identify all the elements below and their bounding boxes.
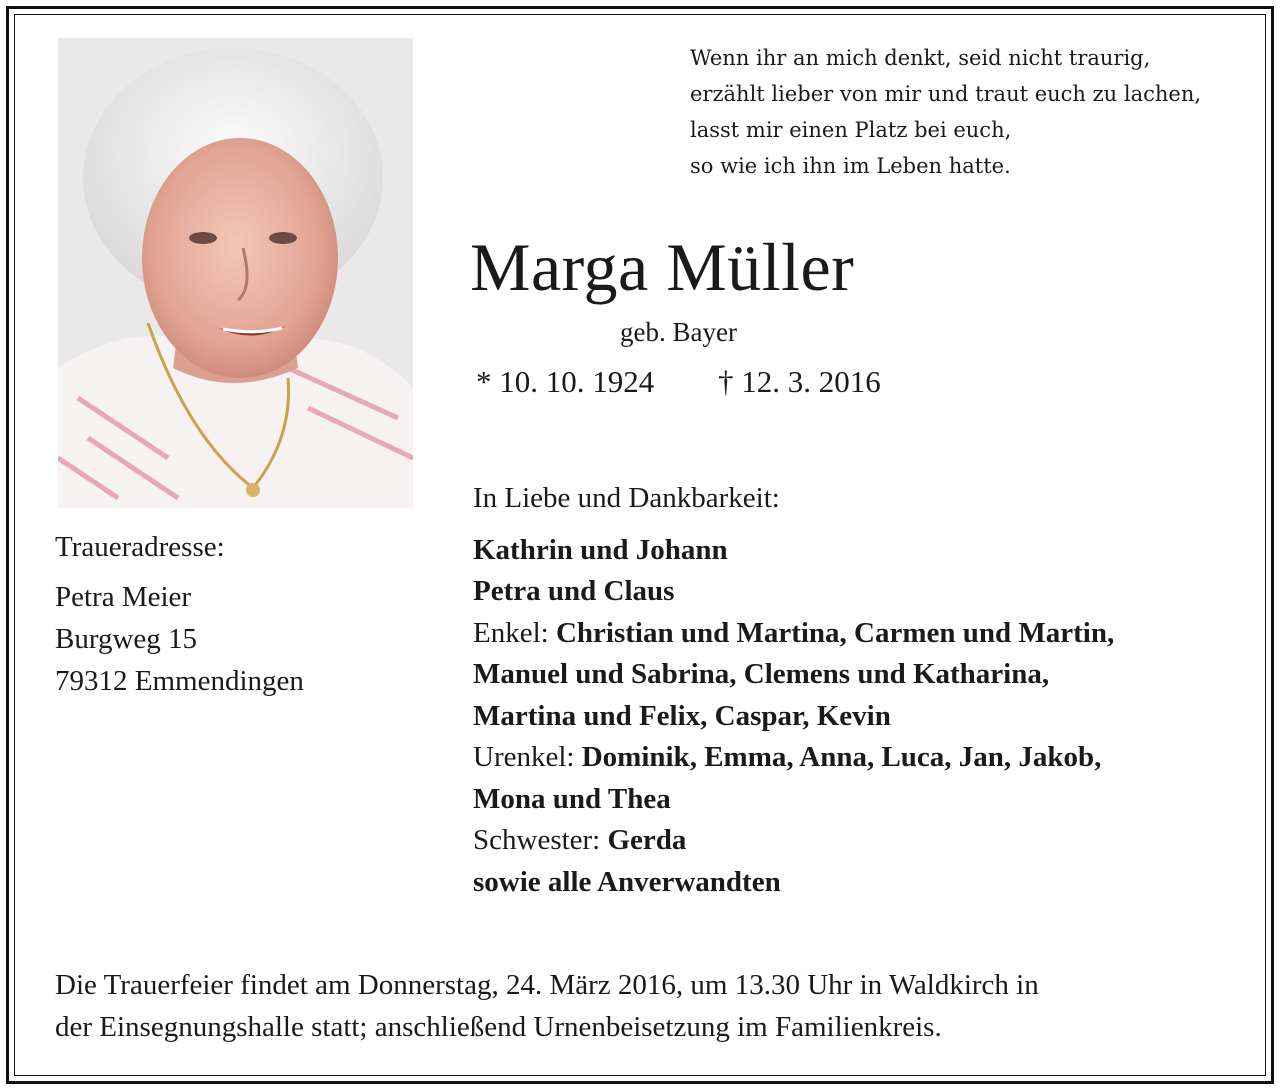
- poem-line: erzählt lieber von mir und traut euch zu lachen,: [690, 82, 1202, 106]
- great-grandchildren-line: Mona und Thea: [473, 782, 671, 815]
- grandchildren-line: Martina und Felix, Caspar, Kevin: [473, 699, 891, 732]
- family-intro: In Liebe und Dankbarkeit:: [473, 482, 780, 514]
- service-notice: [55, 964, 1245, 1048]
- deceased-name: Marga Müller: [470, 229, 855, 305]
- children-line: Petra und Claus: [473, 575, 675, 607]
- birth-date: * 10. 10. 1924: [476, 364, 655, 399]
- death-date: † 12. 3. 2016: [718, 364, 881, 399]
- sister-name: Gerda: [607, 824, 687, 856]
- grandchildren-line: Manuel und Sabrina, Clemens und Katharina,: [473, 658, 1050, 690]
- mourning-address: [55, 526, 304, 702]
- address-label: Traueradresse:: [55, 531, 225, 563]
- poem: [690, 40, 1250, 184]
- portrait-photo: [58, 38, 413, 508]
- grandchildren-line: Christian und Martina, Carmen und Martin,: [555, 616, 1115, 649]
- children-line: Kathrin und Johann: [473, 533, 728, 566]
- great-grandchildren-line: Dominik, Emma, Anna, Luca, Jan, Jakob,: [581, 741, 1102, 773]
- address-street: Burgweg 15: [55, 623, 198, 655]
- sister-label: Schwester:: [473, 824, 601, 856]
- maiden-name: geb. Bayer: [620, 317, 737, 347]
- family-list: [473, 478, 1253, 903]
- address-name: Petra Meier: [55, 581, 192, 613]
- great-grandchildren-label: Urenkel:: [473, 741, 575, 773]
- poem-line: lasst mir einen Platz bei euch,: [690, 118, 1012, 142]
- closing-line: sowie alle Anverwandten: [473, 865, 781, 898]
- poem-line: Wenn ihr an mich denkt, seid nicht traurig,: [690, 46, 1151, 70]
- grandchildren-label: Enkel:: [473, 616, 549, 649]
- address-city: 79312 Emmendingen: [55, 665, 304, 697]
- service-line: der Einsegnungshalle statt; anschließend Urnenbeisetzung im Familienkreis.: [55, 1011, 942, 1043]
- service-line: Die Trauerfeier findet am Donnerstag, 24. März 2016, um 13.30 Uhr in Waldkirch in: [55, 969, 1039, 1001]
- poem-line: so wie ich ihn im Leben hatte.: [690, 154, 1011, 178]
